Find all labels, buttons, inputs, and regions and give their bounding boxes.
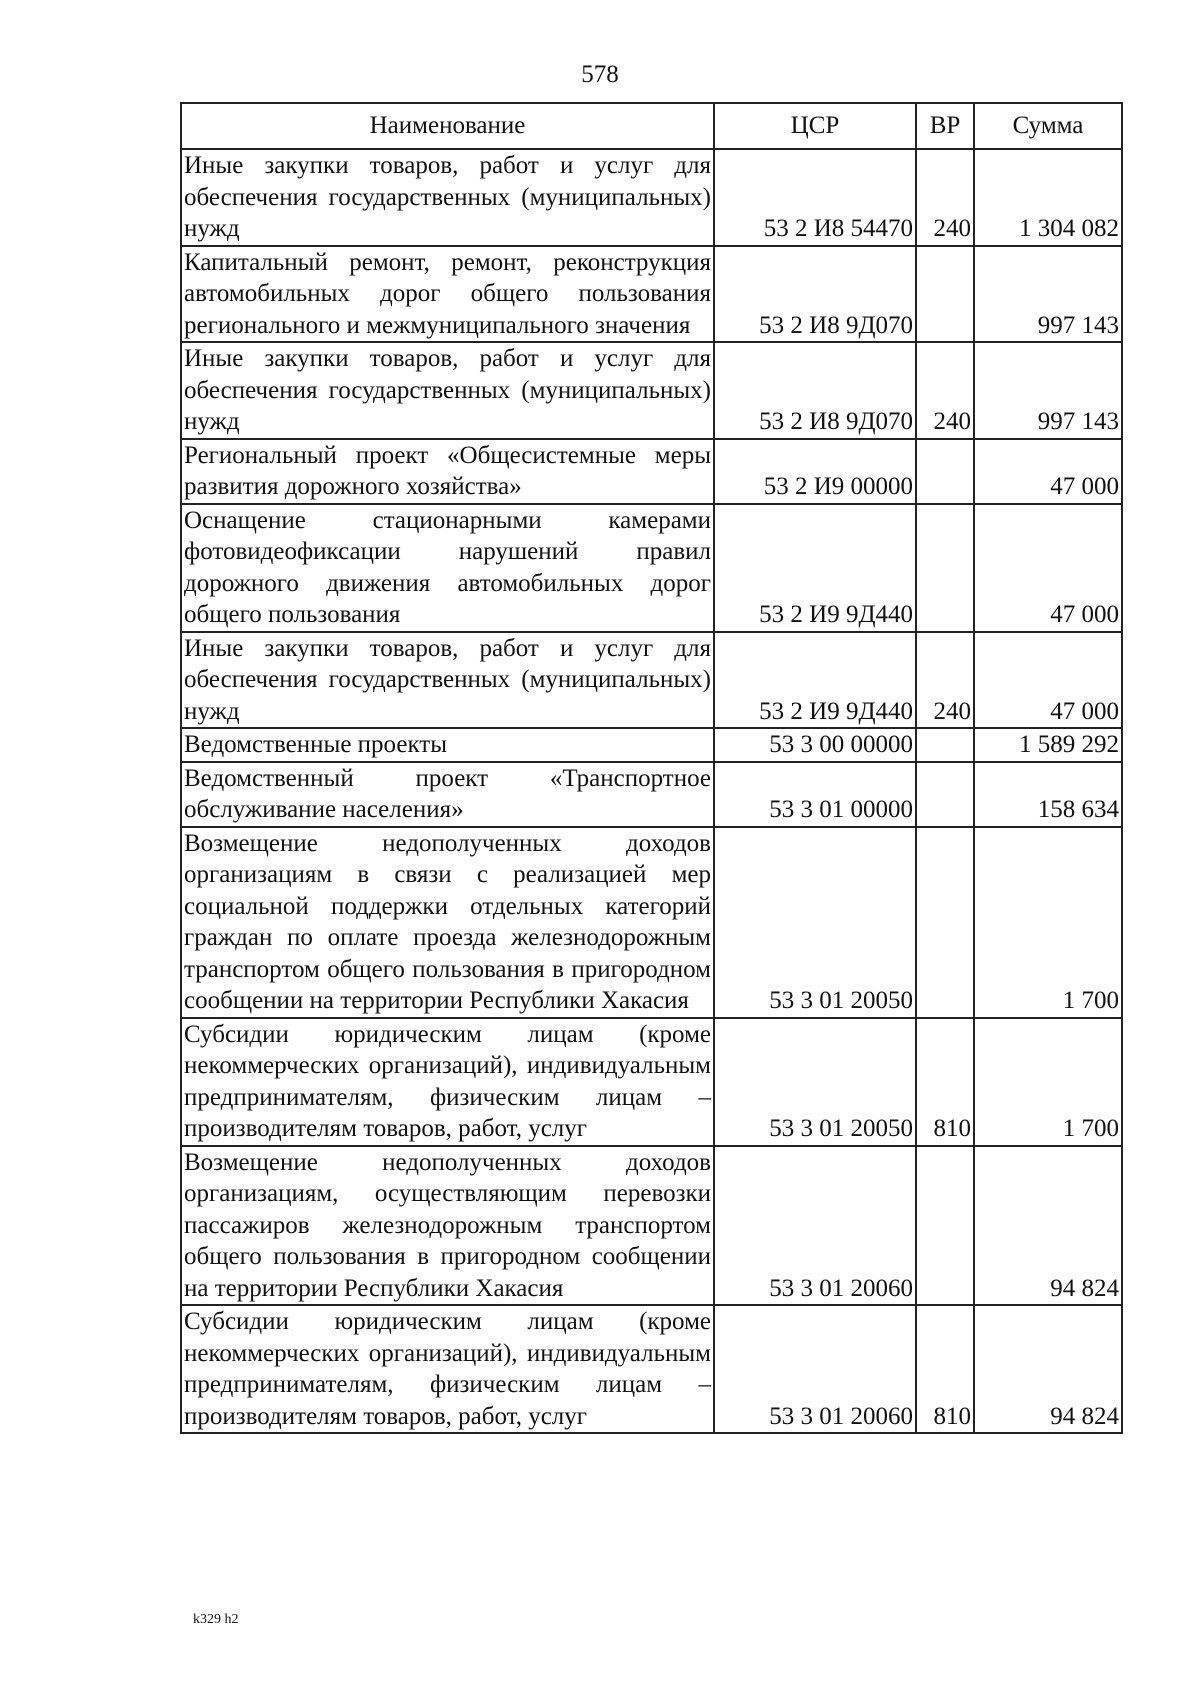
row-vr <box>916 504 974 632</box>
row-vr: 810 <box>916 1018 974 1146</box>
row-sum: 47 000 <box>974 439 1122 504</box>
row-name: Региональный проект «Общесистемные меры развития дорожного хозяйства» <box>181 439 714 504</box>
table-header-row <box>181 103 1122 149</box>
row-vr: 240 <box>916 342 974 439</box>
row-csr: 53 2 И8 54470 <box>714 149 916 246</box>
row-vr <box>916 246 974 343</box>
row-vr: 240 <box>916 149 974 246</box>
header-vr: ВР <box>916 103 974 149</box>
row-vr: 240 <box>916 632 974 729</box>
row-name: Оснащение стационарными камерами фотовидеофиксации нарушений правил дорожного движения автомобильных дорог общего пользования <box>181 504 714 632</box>
row-sum: 1 700 <box>974 827 1122 1018</box>
row-name: Возмещение недополученных доходов организациям, осуществляющим перевозки пассажиров железнодорожным транспортом общего пользования в пригородном сообщении на территории Республики Хакасия <box>181 1146 714 1306</box>
table-row <box>181 246 1122 343</box>
header-csr: ЦСР <box>714 103 916 149</box>
row-csr: 53 3 01 20060 <box>714 1146 916 1306</box>
row-name: Ведомственные проекты <box>181 728 714 762</box>
table-row <box>181 149 1122 246</box>
row-name: Субсидии юридическим лицам (кроме некоммерческих организаций), индивидуальным предпринимателям, физическим лицам – производителям товаров, работ, услуг <box>181 1305 714 1433</box>
row-vr <box>916 439 974 504</box>
row-name: Субсидии юридическим лицам (кроме некоммерческих организаций), индивидуальным предпринимателям, физическим лицам – производителям товаров, работ, услуг <box>181 1018 714 1146</box>
row-csr: 53 2 И9 9Д440 <box>714 504 916 632</box>
header-name: Наименование <box>181 103 714 149</box>
table-row <box>181 632 1122 729</box>
row-vr <box>916 728 974 762</box>
row-name: Иные закупки товаров, работ и услуг для обеспечения государственных (муниципальных) нужд <box>181 342 714 439</box>
row-csr: 53 3 01 20060 <box>714 1305 916 1433</box>
row-csr: 53 2 И8 9Д070 <box>714 342 916 439</box>
table-row <box>181 504 1122 632</box>
row-sum: 1 304 082 <box>974 149 1122 246</box>
row-name: Капитальный ремонт, ремонт, реконструкция автомобильных дорог общего пользования регионального и межмуниципального значения <box>181 246 714 343</box>
row-sum: 1 589 292 <box>974 728 1122 762</box>
row-vr <box>916 827 974 1018</box>
footer-code: k329 h2 <box>193 1612 239 1627</box>
row-sum: 47 000 <box>974 504 1122 632</box>
row-sum: 158 634 <box>974 762 1122 827</box>
row-name: Иные закупки товаров, работ и услуг для обеспечения государственных (муниципальных) нужд <box>181 149 714 246</box>
page-number: 578 <box>581 61 619 88</box>
row-sum: 997 143 <box>974 246 1122 343</box>
table-row <box>181 342 1122 439</box>
row-sum: 94 824 <box>974 1305 1122 1433</box>
row-sum: 997 143 <box>974 342 1122 439</box>
row-csr: 53 2 И8 9Д070 <box>714 246 916 343</box>
row-name: Иные закупки товаров, работ и услуг для обеспечения государственных (муниципальных) нужд <box>181 632 714 729</box>
header-sum: Сумма <box>974 103 1122 149</box>
row-sum: 1 700 <box>974 1018 1122 1146</box>
row-name: Ведомственный проект «Транспортное обслуживание населения» <box>181 762 714 827</box>
row-vr <box>916 762 974 827</box>
row-vr: 810 <box>916 1305 974 1433</box>
row-csr: 53 3 00 00000 <box>714 728 916 762</box>
row-sum: 47 000 <box>974 632 1122 729</box>
table-row <box>181 728 1122 762</box>
table-row <box>181 762 1122 827</box>
table-row <box>181 827 1122 1018</box>
row-vr <box>916 1146 974 1306</box>
table-row <box>181 439 1122 504</box>
budget-table <box>180 102 1123 1434</box>
row-sum: 94 824 <box>974 1146 1122 1306</box>
row-csr: 53 3 01 20050 <box>714 1018 916 1146</box>
row-csr: 53 2 И9 9Д440 <box>714 632 916 729</box>
table-row <box>181 1305 1122 1433</box>
row-csr: 53 2 И9 00000 <box>714 439 916 504</box>
row-name: Возмещение недополученных доходов организациям в связи с реализацией мер социальной поддержки отдельных категорий граждан по оплате проезда железнодорожным транспортом общего пользования в пригородном сообщении на территории Республики Хакасия <box>181 827 714 1018</box>
table-row <box>181 1018 1122 1146</box>
row-csr: 53 3 01 20050 <box>714 827 916 1018</box>
row-csr: 53 3 01 00000 <box>714 762 916 827</box>
table-row <box>181 1146 1122 1306</box>
